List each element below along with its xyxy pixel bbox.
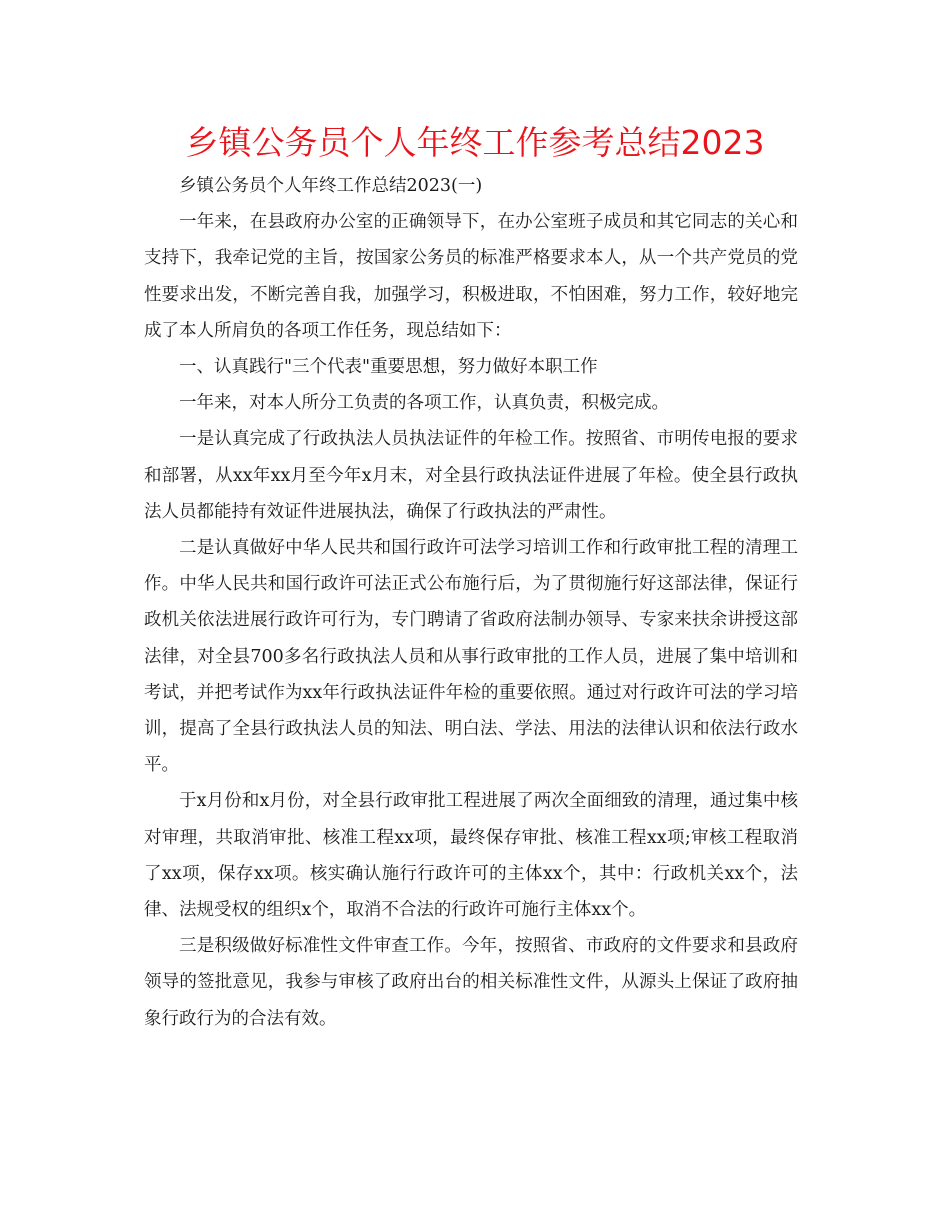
paragraph: 三是积级做好标准性文件审查工作。今年，按照省、市政府的文件要求和县政府领导的签批意见，我参与审核了政府出台的相关标准性文件，从源头上保证了政府抽象行政行为的合法有效。 (144, 936, 798, 1029)
paragraph: 一是认真完成了行政执法人员执法证件的年检工作。按照省、市明传电报的要求和部署，从xx年xx月至今年x月末，对全县行政执法证件进展了年检。使全县行政执法人员都能持有效证件进展执法，确保了行政执法的严肃性。 (144, 429, 798, 522)
section-heading: 乡镇公务员个人年终工作总结2023(一) (179, 176, 483, 196)
paragraph: 一年来，对本人所分工负责的各项工作，认真负责，积极完成。 (179, 393, 669, 414)
document-body (144, 168, 798, 1037)
document-title: 乡镇公务员个人年终工作参考总结2023 (185, 123, 765, 162)
paragraph: 二是认真做好中华人民共和国行政许可法学习培训工作和行政审批工程的清理工作。中华人民共和国行政许可法正式公布施行后，为了贯彻施行好这部法律，保证行政机关依法进展行政许可行为，专门聘请了省政府法制办领导、专家来扶余讲授这部法律，对全县700多名行政执法人员和从事行政审批的工作人员，进展了集中培训和考试，并把考试作为xx年行政执法证件年检的重要依照。通过对行政许可法的学习培训，提高了全县行政执法人员的知法、明白法、学法、用法的法律认识和依法行政水平。 (144, 538, 798, 776)
paragraph: 一年来，在县政府办公室的正确领导下，在办公室班子成员和其它同志的关心和支持下，我牵记党的主旨，按国家公务员的标准严格要求本人，从一个共产党员的党性要求出发，不断完善自我，加强学习，积极进取，不怕困难，努力工作，较好地完成了本人所肩负的各项工作任务，现总结如下： (144, 212, 798, 341)
sub-heading: 一、认真践行"三个代表"重要思想，努力做好本职工作 (179, 357, 598, 378)
paragraph: 于x月份和x月份，对全县行政审批工程进展了两次全面细致的清理，通过集中核对审理，共取消审批、核准工程xx项，最终保存审批、核准工程xx项;审核工程取消了xx项，保存xx项。核实确认施行行政许可的主体xx个，其中：行政机关xx个，法律、法规受权的组织x个，取消不合法的行政许可施行主体xx个。 (144, 791, 798, 921)
